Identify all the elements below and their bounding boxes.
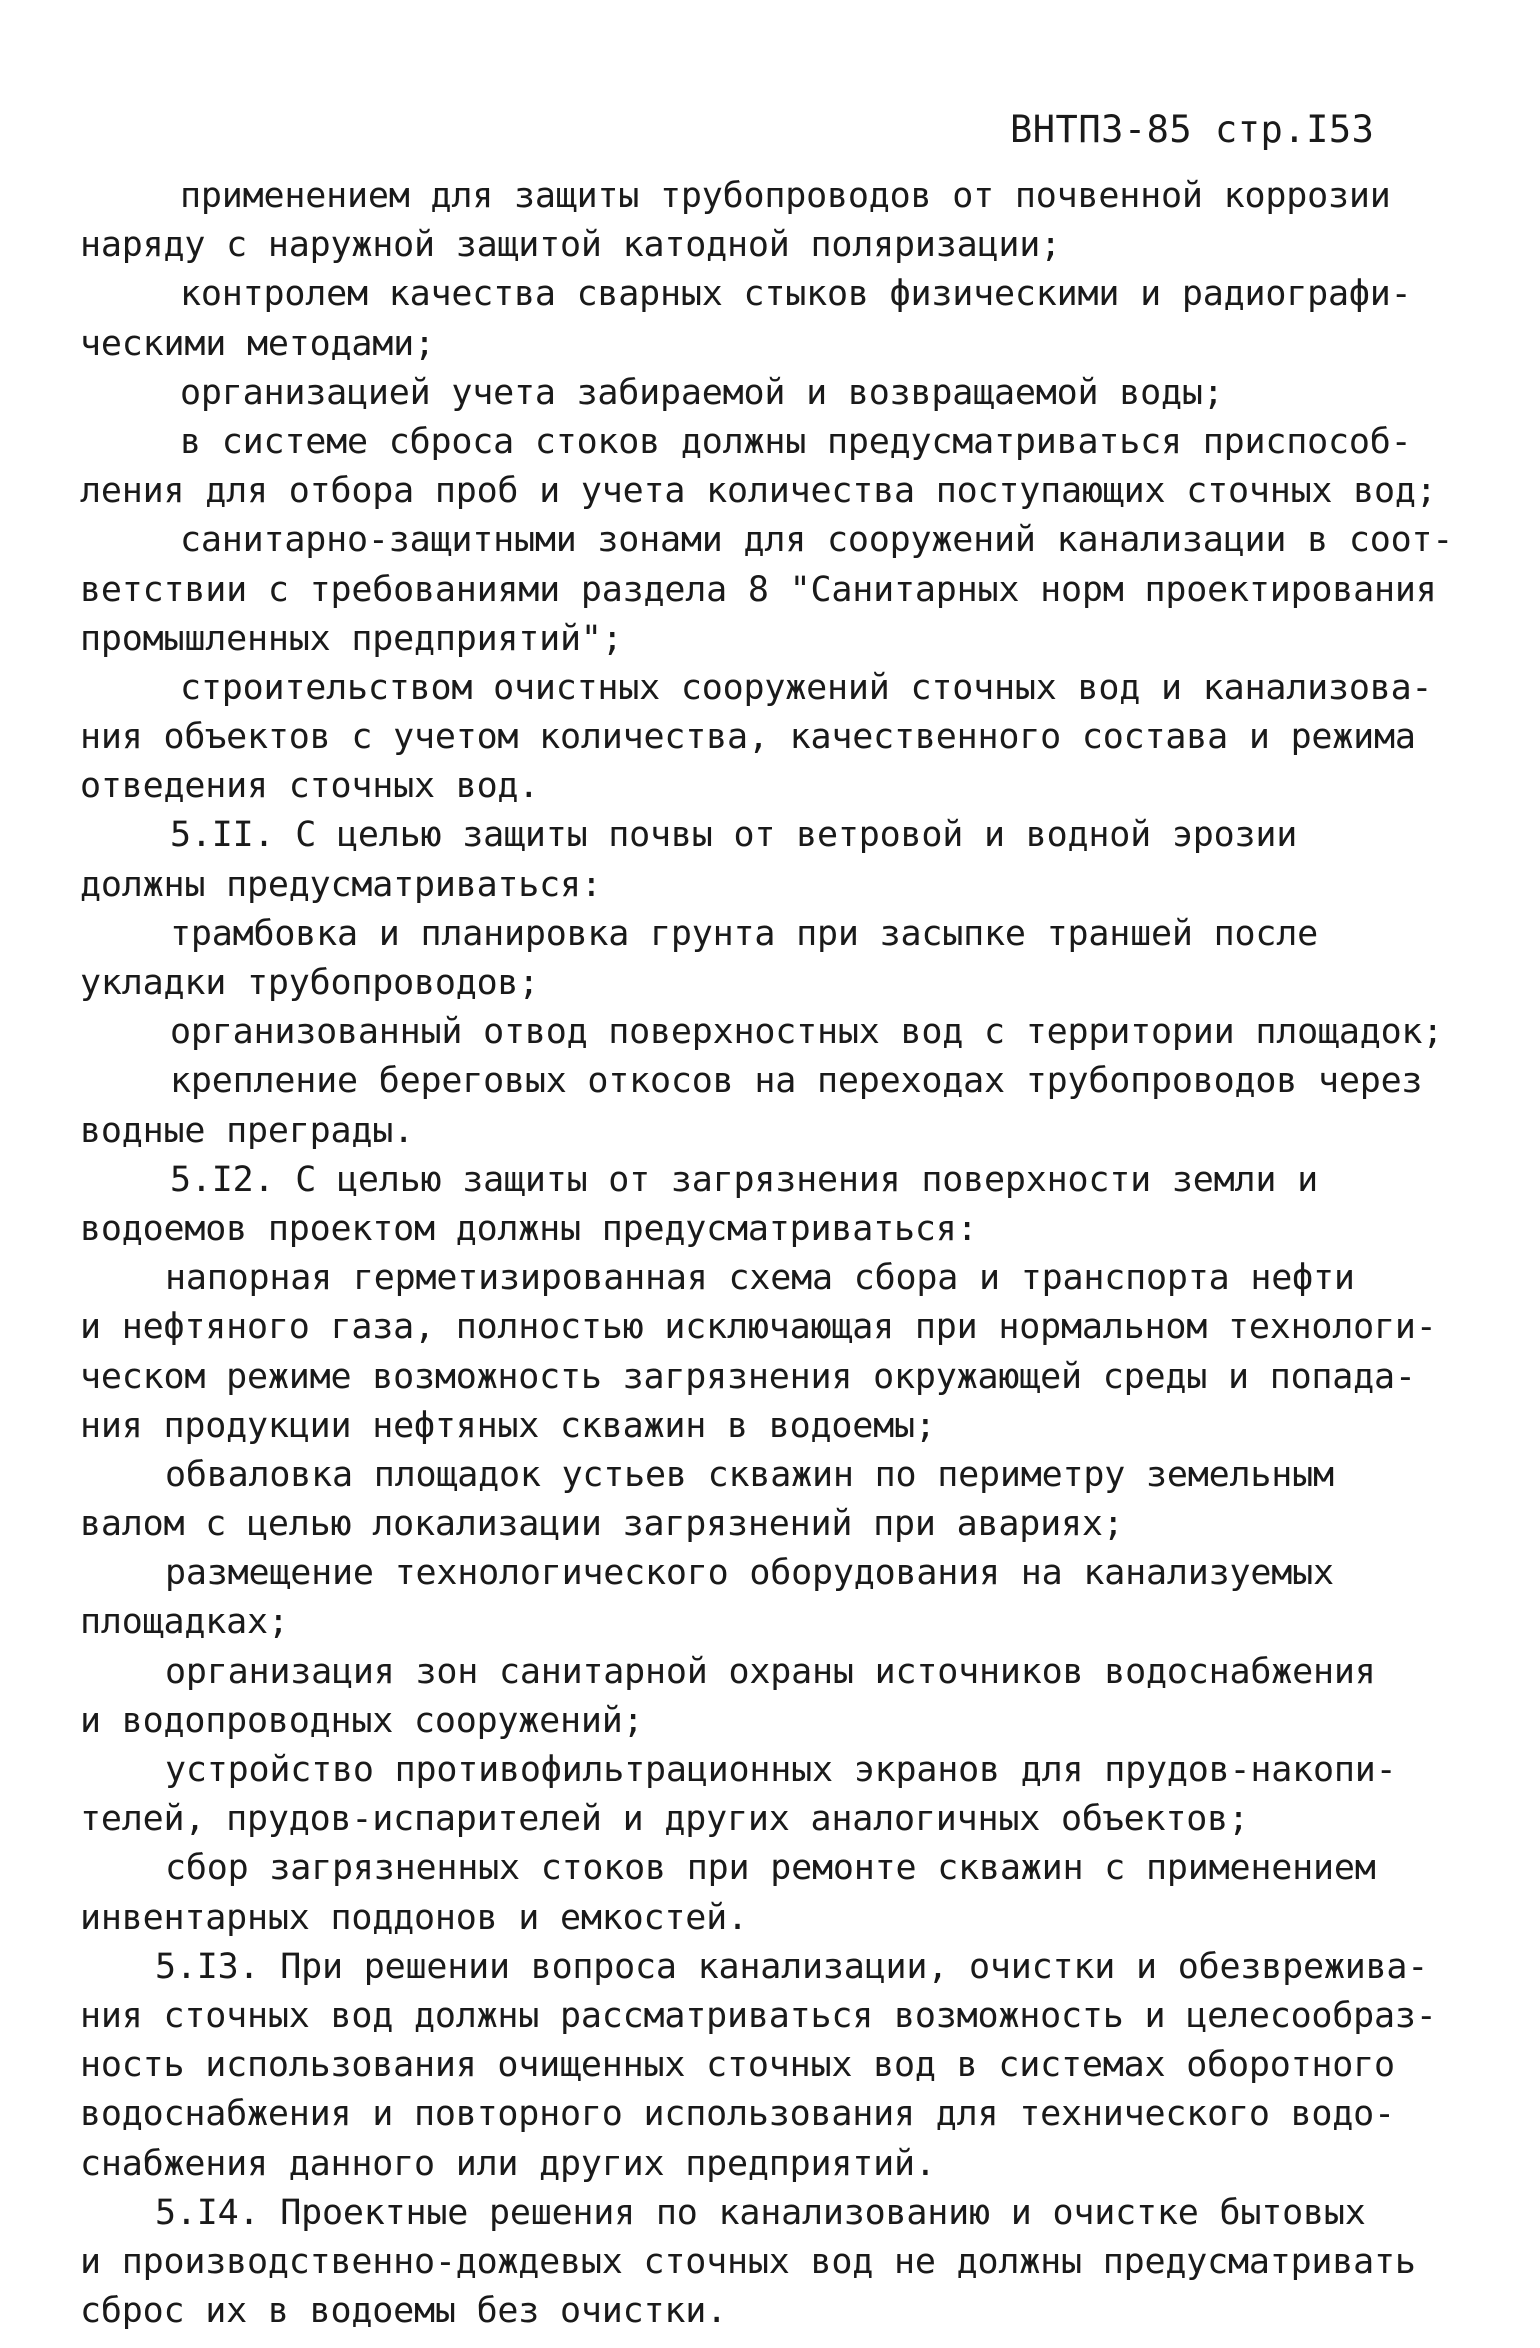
text-line: наряду с наружной защитой катодной поляризации; xyxy=(80,225,1061,266)
text-line: организацией учета забираемой и возвращаемой воды; xyxy=(180,372,1224,413)
text-line: валом с целью локализации загрязнений при авариях; xyxy=(80,1504,1124,1545)
text-line: в системе сброса стоков должны предусматриваться приспособ- xyxy=(180,421,1412,462)
text-line: должны предусматриваться: xyxy=(80,864,602,905)
text-line: обваловка площадок устьев скважин по периметру земельным xyxy=(165,1454,1334,1495)
text-line: применением для защиты трубопроводов от почвенной коррозии xyxy=(180,176,1391,216)
text-line: строительством очистных сооружений сточных вод и канализова- xyxy=(180,667,1433,708)
text-line: водные преграды. xyxy=(80,1110,414,1151)
text-line: организация зон санитарной охраны источников водоснабжения xyxy=(165,1651,1376,1692)
text-line: ветствии с требованиями раздела 8 "Санитарных норм проектирования xyxy=(80,569,1437,610)
text-line: ния продукции нефтяных скважин в водоемы; xyxy=(80,1405,936,1446)
text-line: и водопроводных сооружений; xyxy=(80,1700,644,1741)
text-line: ческом режиме возможность загрязнения окружающей среды и попада- xyxy=(80,1356,1416,1397)
text-line: ния объектов с учетом количества, качественного состава и режима xyxy=(80,717,1416,758)
text-line: крепление береговых откосов на переходах трубопроводов через xyxy=(170,1061,1423,1102)
text-line: 5.I3. При решении вопроса канализации, очистки и обезврежива- xyxy=(155,1946,1429,1987)
page-header: ВНТП3-85 стр.I53 xyxy=(1010,108,1375,151)
text-line: промышленных предприятий"; xyxy=(80,618,623,659)
text-line: укладки трубопроводов; xyxy=(80,963,540,1003)
text-line: ческими методами; xyxy=(80,323,435,364)
text-line: 5.I2. С целью защиты от загрязнения поверхности земли и xyxy=(170,1159,1318,1200)
text-line: инвентарных поддонов и емкостей. xyxy=(80,1897,748,1938)
document-body xyxy=(80,172,1454,2336)
text-line: ния сточных вод должны рассматриваться возможность и целесообраз- xyxy=(80,1995,1437,2036)
text-line: санитарно-защитными зонами для сооружений канализации в соот- xyxy=(180,520,1454,561)
text-line: площадках; xyxy=(80,1602,289,1643)
text-line: ления для отбора проб и учета количества поступающих сточных вод; xyxy=(80,471,1437,512)
text-line: 5.I4. Проектные решения по канализованию и очистке бытовых xyxy=(155,2192,1366,2233)
text-line: сбор загрязненных стоков при ремонте скважин с применением xyxy=(165,1848,1376,1889)
text-line: и нефтяного газа, полностью исключающая при нормальном технологи- xyxy=(80,1307,1437,1348)
text-line: трамбовка и планировка грунта при засыпке траншей после xyxy=(170,913,1318,954)
text-line: водоемов проектом должны предусматриваться: xyxy=(80,1208,978,1249)
text-line: телей, прудов-испарителей и других аналогичных объектов; xyxy=(80,1799,1249,1840)
text-line: ность использования очищенных сточных вод в системах оборотного xyxy=(80,2045,1395,2086)
text-line: 5.II. С целью защиты почвы от ветровой и водной эрозии xyxy=(170,815,1298,856)
text-line: снабжения данного или других предприятий. xyxy=(80,2143,936,2184)
text-line: и производственно-дождевых сточных вод не должны предусматривать xyxy=(80,2241,1416,2282)
text-line: водоснабжения и повторного использования для технического водо- xyxy=(80,2094,1395,2135)
text-line: размещение технологического оборудования на канализуемых xyxy=(165,1553,1334,1594)
text-line: отведения сточных вод. xyxy=(80,766,540,807)
text-line: сброс их в водоемы без очистки. xyxy=(80,2291,728,2332)
text-line: организованный отвод поверхностных вод с территории площадок; xyxy=(170,1012,1444,1053)
text-line: устройство противофильтрационных экранов для прудов-накопи- xyxy=(165,1750,1397,1790)
text-line: контролем качества сварных стыков физическими и радиографи- xyxy=(180,274,1412,315)
text-line: напорная герметизированная схема сбора и транспорта нефти xyxy=(165,1258,1355,1299)
